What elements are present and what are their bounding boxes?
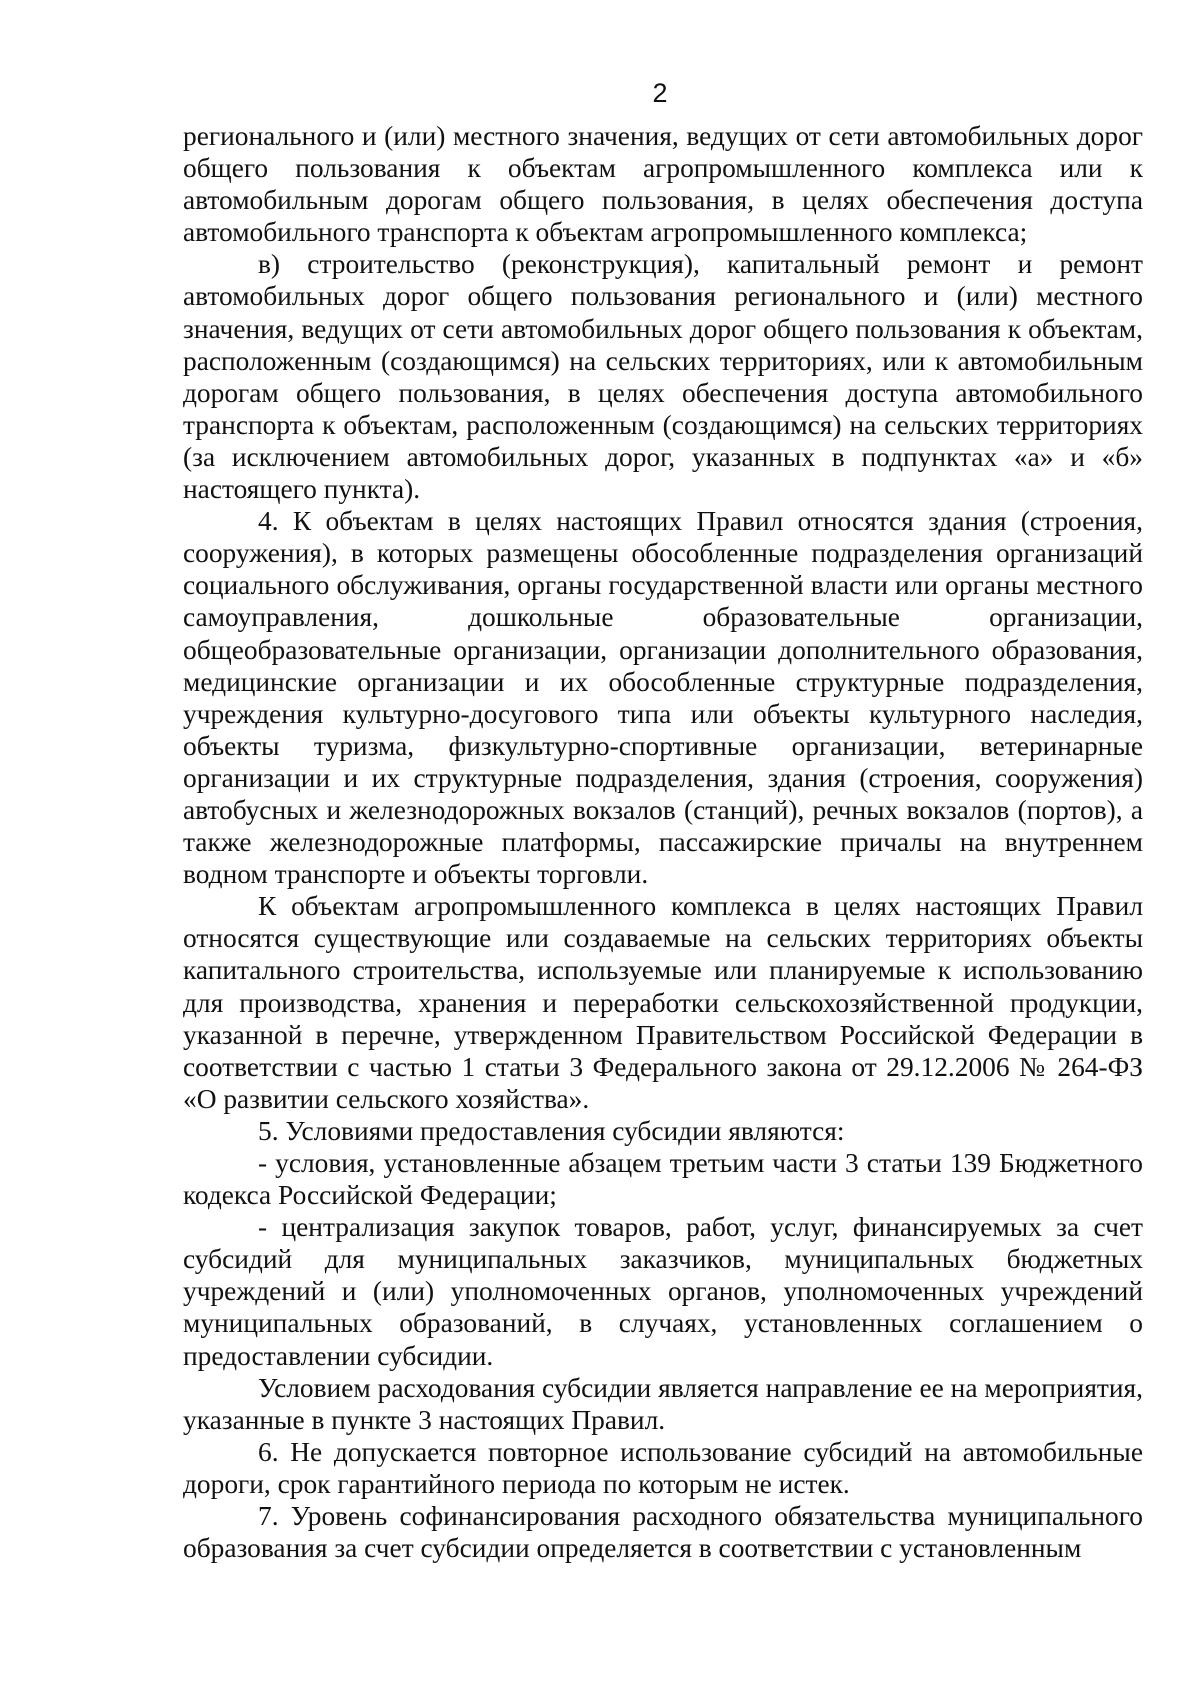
- paragraph-item-5: 5. Условиями предоставления субсидии являются:: [258, 1115, 845, 1146]
- paragraph-spending-condition: Условием расходования субсидии является направление ее на мероприятия, указанные в пункте 3 настоящих Правил.: [183, 1372, 1143, 1435]
- page-number: 2: [652, 78, 668, 108]
- paragraph-condition-1: - условия, установленные абзацем третьим части 3 статьи 139 Бюджетного кодекса Российской Федерации;: [183, 1148, 1143, 1211]
- paragraph-subitem-v: в) строительство (реконструкция), капитальный ремонт и ремонт автомобильных дорог общего пользования регионального и (или) местного значения, ведущих от сети автомобильных дорог общего пользования к объектам, расположенным (создающимся) на сельских территориях, или к автомобильным дорогам общего пользования, в целях обеспечения доступа автомобильного транспорта к объектам, расположенным (создающимся) на сельских территориях (за исключением автомобильных дорог, указанных в подпунктах «а» и «б» настоящего пункта).: [183, 249, 1143, 505]
- document-body: [183, 120, 1143, 1564]
- paragraph-condition-2: - централизация закупок товаров, работ, услуг, финансируемых за счет субсидий для муниципальных заказчиков, муниципальных бюджетных учреждений и (или) уполномоченных органов, уполномоченных учреждений муниципальных образований, в случаях, установленных соглашением о предоставлении субсидии.: [183, 1212, 1143, 1371]
- paragraph-item-6: 6. Не допускается повторное использование субсидий на автомобильные дороги, срок гарантийного периода по которым не истек.: [183, 1436, 1143, 1499]
- paragraph-agro-objects: К объектам агропромышленного комплекса в целях настоящих Правил относятся существующие или создаваемые на сельских территориях объекты капитального строительства, используемые или планируемые к использованию для производства, хранения и переработки сельскохозяйственной продукции, указанной в перечне, утвержденном Правительством Российской Федерации в соответствии с частью 1 статьи 3 Федерального закона от 29.12.2006 № 264-ФЗ «О развитии сельского хозяйства».: [183, 891, 1143, 1114]
- paragraph-continuation: регионального и (или) местного значения, ведущих от сети автомобильных дорог общего пользования к объектам агропромышленного комплекса или к автомобильным дорогам общего пользования, в целях обеспечения доступа автомобильного транспорта к объектам агропромышленного комплекса;: [183, 121, 1143, 248]
- paragraph-item-4: 4. К объектам в целях настоящих Правил относятся здания (строения, сооружения), в которых размещены обособленные подразделения организаций социального обслуживания, органы государственной власти или органы местного самоуправления, дошкольные образовательные организации, общеобразовательные организации, организации дополнительного образования, медицинские организации и их обособленные структурные подразделения, учреждения культурно-досугового типа или объекты культурного наследия, объекты туризма, физкультурно-спортивные организации, ветеринарные организации и их структурные подразделения, здания (строения, сооружения) автобусных и железнодорожных вокзалов (станций), речных вокзалов (портов), а также железнодорожные платформы, пассажирские причалы на внутреннем водном транспорте и объекты торговли.: [183, 506, 1143, 890]
- paragraph-item-7: 7. Уровень софинансирования расходного обязательства муниципального образования за счет субсидии определяется в соответствии с установленным: [183, 1501, 1143, 1564]
